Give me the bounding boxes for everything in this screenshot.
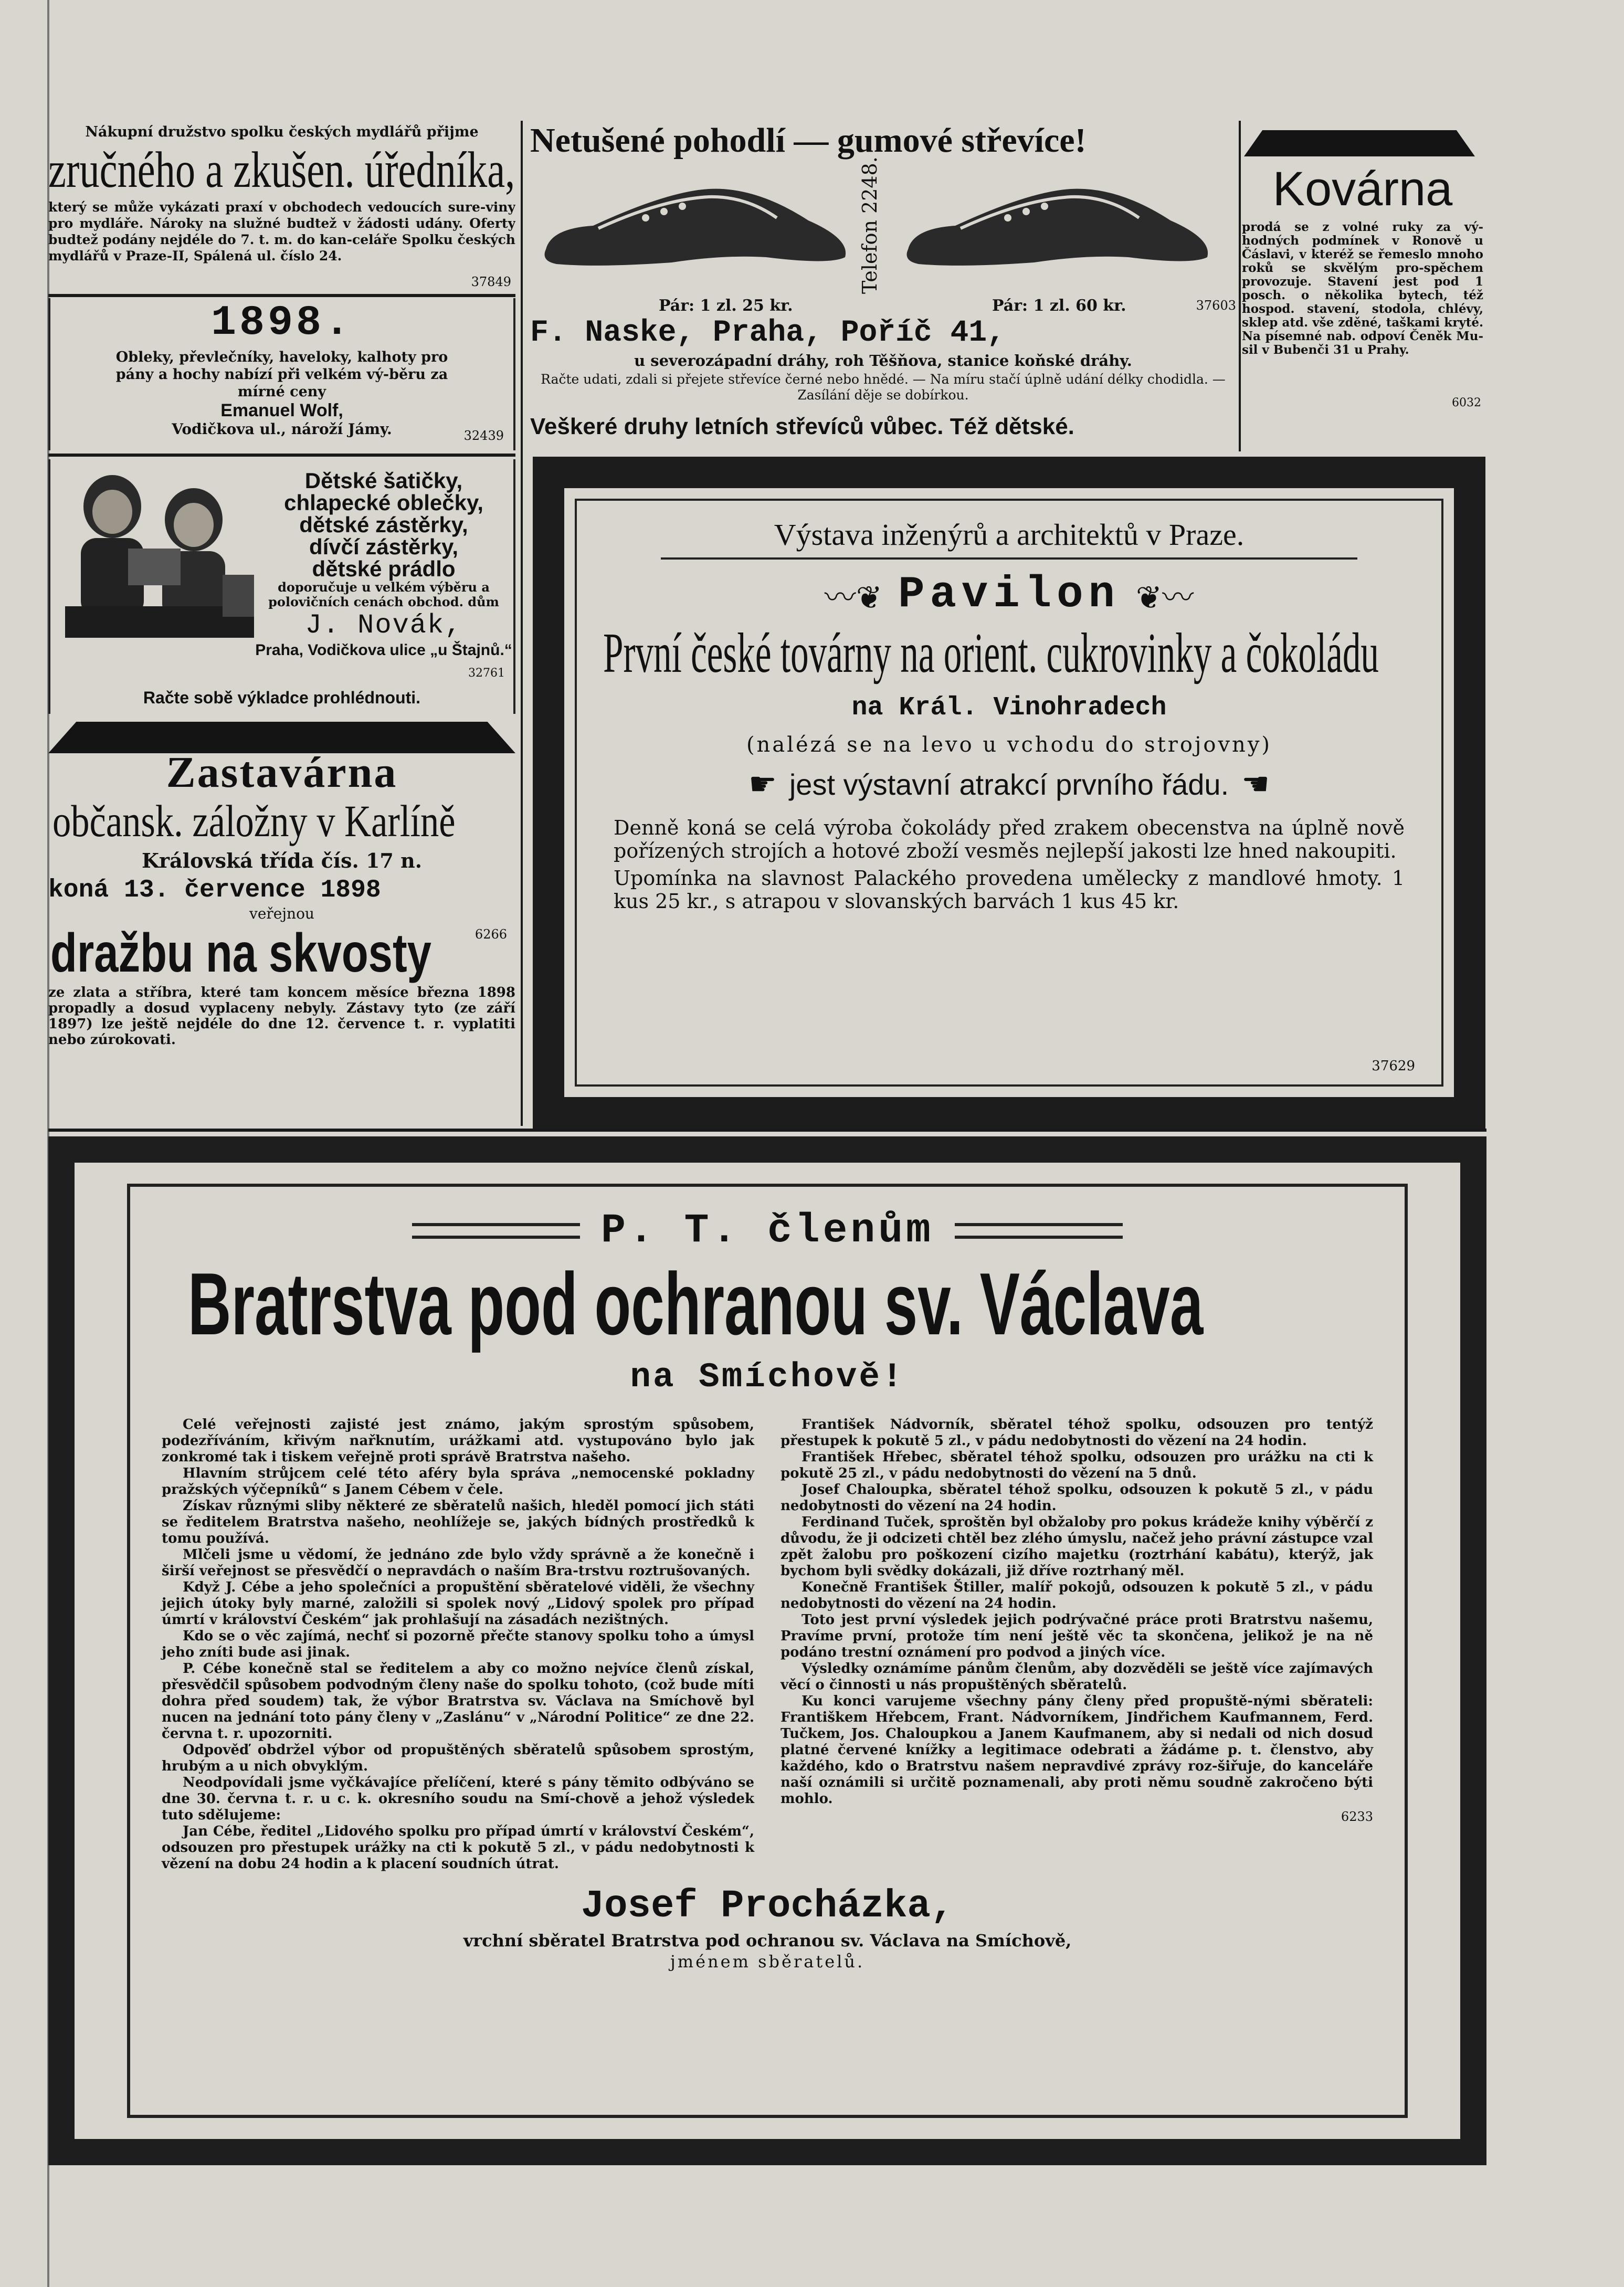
ad-clerk-header: Nákupní družstvo spolku českých mydlářů přijme	[85, 124, 479, 140]
divider	[955, 1223, 1123, 1239]
ad-wolf	[48, 298, 515, 450]
ad-shoes-note: Račte udati, zdali si přejete střevíce černé nebo hnědé. — Na míru stačí úplně udání délky chodidla. — Zasílání děje se dobírkou.	[541, 372, 1226, 403]
divider	[48, 454, 515, 457]
ad-pawn-subhead: občansk. záložny v Karlíně	[52, 796, 456, 846]
column-rule	[1239, 121, 1241, 451]
notice-left-para: Celé veřejnosti zajisté jest známo, jakým sprostým spůsobem, podezříváním, křivým nařknutím, urážkami atd. vystupováno bylo jak zonkromé tak i tiskem veřejně proti správě Bratrstva našeho.	[162, 1417, 754, 1465]
frame-pattern-bottom	[75, 2146, 1460, 2158]
ad-pavilion-position: (nalézá se na levo u vchodu do strojovny)	[746, 733, 1272, 757]
ad-forge-ref: 6032	[1452, 396, 1481, 409]
frame-pattern-bottom	[533, 1105, 1485, 1121]
notice-left-para: Neodpovídali jsme vyčkávajíce přelíčení, které s pány těmito odbýváno se dne 30. června t. r. u c. k. okresního soudu na Smí-chově a jehož výsledek tuto sdělujeme:	[162, 1775, 754, 1823]
notice-right-para: Toto jest první výsledek jejich podrývačné práce proti Bratrstvu našemu, Pravíme první, protože tím není ještě věc ta skončena, jelikož je na ně podáno trestní oznámení pro podvod a jiných více.	[781, 1612, 1373, 1660]
frame-pattern-top	[533, 465, 1485, 480]
ad-clerk-ref: 37849	[471, 275, 511, 289]
forge-top-bar	[1244, 130, 1475, 156]
ad-shoes-firm: F. Naske, Praha, Poříč 41,	[530, 316, 1005, 350]
notice-right-para: František Nádvorník, sběratel téhož spolku, odsouzen pro tentýž přestupek k pokutě 5 zl., v pádu nedobytnosti do vězení na 24 hodin.	[781, 1417, 1373, 1449]
ad-pawn-ref: 6266	[474, 927, 507, 942]
divider	[412, 1223, 580, 1239]
ad-pawn-address: Královská třída čís. 17 n.	[142, 849, 422, 872]
ad-pavilion-para2: Upomínka na slavnost Palackého provedena umělecky z mandlové hmoty. 1 kus 25 kr., s atrapou v slovanských barvách 1 kus 45 kr.	[614, 867, 1405, 913]
ad-pawn-headline: Zastavárna	[166, 751, 398, 797]
ad-clerk-body: který se může vykázati praxí v obchodech vedoucích sure-viny pro mydláře. Nároky na služné budtež v žádosti udány. Oferty budtež podány nejdéle do 7. t. m. do kan-celáře Spolku českých mydlářů v Praze-II, Spálená ul. číslo 24.	[48, 199, 515, 264]
ad-wolf-name: Emanuel Wolf,	[220, 401, 343, 420]
ad-forge-body: prodá se z volné ruky za vý-hodných podmínek v Ronově u Čáslavi, v kteréž se řemeslo mnoho roků se skvělým pro-spěchem provozuje. Stavení jest pod 1 posch. o několika bytech, též hospod. stavení, stodola, chlévy, sklep atd. vše zděné, taškami kryté. Na písemné nab. odpoví Čeněk Mu-sil v Bubenči 31 u Prahy.	[1242, 220, 1483, 357]
notice-left-para: Mlčeli jsme u vědomí, že jednáno zde bylo vždy správně a že konečně i širší veřejnost se přesvědčí o nepravdách o naším Bra-trstvu roztrušovaných.	[162, 1547, 754, 1579]
divider	[48, 294, 515, 297]
notice-left-para: Jan Cébe, ředitel „Lidového spolku pro případ úmrtí v království Českém“, odsouzen pro přestupek urážky na cti k pokutě 5 zl., v pádu nedobytnosti k vězení na dobu 24 hodin a k placení soudních útrat.	[162, 1824, 754, 1872]
notice-frame	[48, 1136, 1486, 2165]
ad-shoes-headline: Netušené pohodlí — gumové střevíce!	[530, 121, 1087, 160]
ad-wolf-ref: 32439	[463, 428, 504, 443]
ad-pavilion-ref: 37629	[1372, 1058, 1415, 1074]
notice-left-para: Kdo se o věc zajímá, nechť si pozorně přečte stanovy spolku toho a úmysl jeho zníti bude asi jinak.	[162, 1628, 754, 1660]
ad-shoes-ref: 37603	[1196, 298, 1236, 313]
notice-signature-behalf: jménem sběratelů.	[670, 1952, 865, 1972]
shoe-icon	[535, 171, 861, 276]
ad-shoes	[530, 121, 1236, 449]
notice-headline: Bratrstva pod ochranou sv. Václava	[188, 1255, 1204, 1353]
ad-clerk-headline: zručného a zkušen. úředníka,	[48, 142, 515, 198]
notice-left-para: Odpověď obdržel výbor od propuštěných sběratelů spůsobem sprostým, hrubým a u nich obvyklým.	[162, 1742, 754, 1774]
notice-right-para: Konečně František Štiller, malíř pokojů, odsouzen k pokutě 5 zl., v pádu nedobytnosti do vězení na 24 hodin.	[781, 1579, 1373, 1611]
notice-left-para: Když J. Cébe a jeho společníci a propuštění sběratelové viděli, že všechny jejich útoky byly marné, založili si spolek nový „Lidový spolek pro případ úmrtí v království Českém“ jak prohlašují na zásadách nezištných.	[162, 1579, 754, 1628]
ad-shoes-telefon: Telefon 2248.	[858, 156, 881, 294]
children-illustration	[55, 470, 265, 643]
ad-pavilion-frame	[533, 457, 1485, 1129]
divider	[661, 557, 1357, 560]
ad-forge	[1242, 157, 1483, 420]
ad-novak-line-5: dětské prádlo	[312, 556, 456, 581]
notice-left-para: P. Cébe konečně stal se ředitelem a aby co možno nejvíce členů získal, přesvědčil spůsobem podvodným členy naše do spolku tohoto, (což bude míti dohra před soudem) tak, že výbor Bratrstva sv. Václava na Smíchově byl nucen na jednání toto pány členy v „Zaslánu“ v „Národní Politice“ ze dne 22. června t. r. upozorniti.	[162, 1661, 754, 1742]
ad-shoes-location: u severozápadní dráhy, roh Těšňova, stanice koňské dráhy.	[634, 352, 1132, 370]
ad-pavilion-exhibition: Výstava inženýrů a architektů v Praze.	[774, 518, 1245, 552]
notice-title: P. T. členům	[601, 1208, 934, 1254]
ad-pawn-body: ze zlata a stříbra, které tam koncem měsíce března 1898 propadly a dosud vyplaceny nebyly. Zástavy tyto (ze září 1897) lze ještě nejdéle do dne 12. července t. r. vyplatiti nebo zúrokovati.	[48, 985, 515, 1048]
ad-clerk	[48, 123, 515, 291]
ad-pavilion-location: na Král. Vinohradech	[851, 693, 1167, 723]
divider	[48, 1129, 1486, 1132]
pointing-hand-icon: ☛	[748, 766, 777, 803]
ad-novak-line-3: dětské zástěrky,	[299, 512, 468, 537]
notice-ref: 6233	[1341, 1809, 1373, 1824]
column-rule	[521, 121, 523, 1126]
ad-novak-line-1: Dětské šatičky,	[304, 468, 463, 493]
scroll-flourish-icon: ❦〰	[1135, 579, 1194, 616]
frame-pattern-top	[75, 1144, 1460, 1155]
ad-novak-ref: 32761	[468, 667, 505, 680]
notice-right-para: Ferdinand Tuček, sproštěn byl obžaloby pro pokus krádeže knihy výběrčí z důvodu, že ji odcizeti chtěl bez zlého úmyslu, načež jeho právní zástupce vzal zpět žalobu pro poškození cizího majetku (roztrhání kabátu), kterýž, jak bychom byli svědky dokázali, již dříve roztrhaný měl.	[781, 1514, 1373, 1579]
notice-right-para: František Hřebec, sběratel téhož spolku, odsouzen pro urážku na cti k pokutě 25 zl., v pádu nedobytnosti do vězení na 5 dnů.	[781, 1449, 1373, 1481]
ad-shoes-price-right: Pár: 1 zl. 60 kr.	[992, 297, 1126, 315]
notice-location: na Smíchově!	[630, 1357, 905, 1397]
scroll-flourish-icon: 〰❦	[824, 579, 883, 616]
notice-right-para: Josef Chaloupka, sběratel téhož spolku, odsouzen k pokutě 5 zl., v pádu nedobytnosti do vězení na 24 hodin.	[781, 1482, 1373, 1514]
notice-right-para: Ku konci varujeme všechny pány členy před propuště-nými sběrateli: Františkem Hřebcem, Frant. Nádvorníkem, Jindřichem Kaufmannem, Ferd. Tučkem, Jos. Chaloupkou a Janem Kaufmanem, aby si nedali od nich dosud platné červené knížky a legitimace odebrati a žádáme p. t. členstvo, aby každého, kdo o Bratrstvu našem nepravdivé zprávy roz-šiřuje, do kanceláře naší oznámili si určitě poznamenali, aby proti němu soudně zakročeno býti mohlo.	[781, 1693, 1373, 1807]
ad-novak-line-4: dívčí zástěrky,	[309, 534, 459, 559]
ad-pavilion-para1: Denně koná se celá výroba čokolády před zrakem obecenstva na úplně nově pořízených strojích a hotové zboží vesměs nejlepší jakosti lze hned nakoupiti.	[614, 816, 1405, 862]
notice	[127, 1184, 1408, 2118]
pawn-top-bar	[48, 722, 515, 753]
ad-wolf-address: Vodičkova ul., nároží Jámy.	[172, 420, 392, 438]
ad-pawn	[48, 751, 515, 1087]
ad-pawn-auction: dražbu na skvosty	[50, 923, 431, 984]
ad-pavilion-attraction: jest výstavní atrakcí prvního řádu.	[789, 767, 1229, 801]
ad-shoes-price-left: Pár: 1 zl. 25 kr.	[659, 297, 793, 315]
frame-pattern-right	[1468, 1163, 1479, 2139]
notice-left-column	[162, 1417, 754, 1872]
ad-pawn-date: koná 13. července 1898	[48, 876, 381, 904]
ad-pavilion-title: Pavilon	[898, 570, 1120, 620]
frame-pattern-left	[56, 1163, 67, 2139]
shoe-icon	[898, 171, 1223, 276]
ad-wolf-body: Obleky, převlečníky, haveloky, kalhoty pro pány a hochy nabízí při velkém vý-běru za mírné ceny	[115, 349, 448, 400]
ad-novak-footer: Račte sobě výkladce prohlédnouti.	[143, 688, 421, 707]
ad-shoes-footer: Veškeré druhy letních střevíců vůbec. Též dětské.	[530, 414, 1074, 439]
ad-pavilion-subtitle: První české továrny na orient. cukrovinky a čokoládu	[603, 622, 1379, 684]
ad-novak	[48, 459, 515, 714]
notice-right-column	[781, 1417, 1373, 1872]
notice-signature-role: vrchní sběratel Bratrstva pod ochranou sv. Václava na Smíchově,	[463, 1931, 1072, 1951]
ad-pawn-public: veřejnou	[249, 905, 314, 922]
notice-signature: Josef Procházka,	[581, 1884, 954, 1928]
ad-pavilion	[575, 499, 1443, 1087]
pointing-hand-icon: ☚	[1241, 766, 1270, 803]
notice-right-para: Výsledky oznámíme pánům členům, aby dozvěděli se ještě více zajímavých věcí o činnosti u nás propuštěných sběratelů.	[781, 1661, 1373, 1693]
notice-left-para: Hlavním strůjcem celé této aféry byla správa „nemocenské pokladny pražských výčepníků“ s Janem Cébem v čele.	[162, 1466, 754, 1498]
ad-novak-name: J. Novák,	[305, 610, 462, 641]
ad-novak-address: Praha, Vodičkova ulice „u Štajnů.“	[255, 641, 512, 659]
ad-novak-line-2: chlapecké oblečky,	[284, 490, 483, 515]
ad-novak-body: doporučuje u velkém výběru a polovičních cenách obchod. dům	[268, 579, 499, 609]
ad-forge-headline: Kovárna	[1272, 162, 1453, 216]
ad-wolf-year: 1898.	[210, 299, 353, 347]
notice-left-para: Získav různými sliby některé ze sběratelů našich, hleděl pomocí jich státi se ředitelem Bratrstva našeho, neohlížeje se, jakých bídných prostředků k tomu používá.	[162, 1498, 754, 1546]
